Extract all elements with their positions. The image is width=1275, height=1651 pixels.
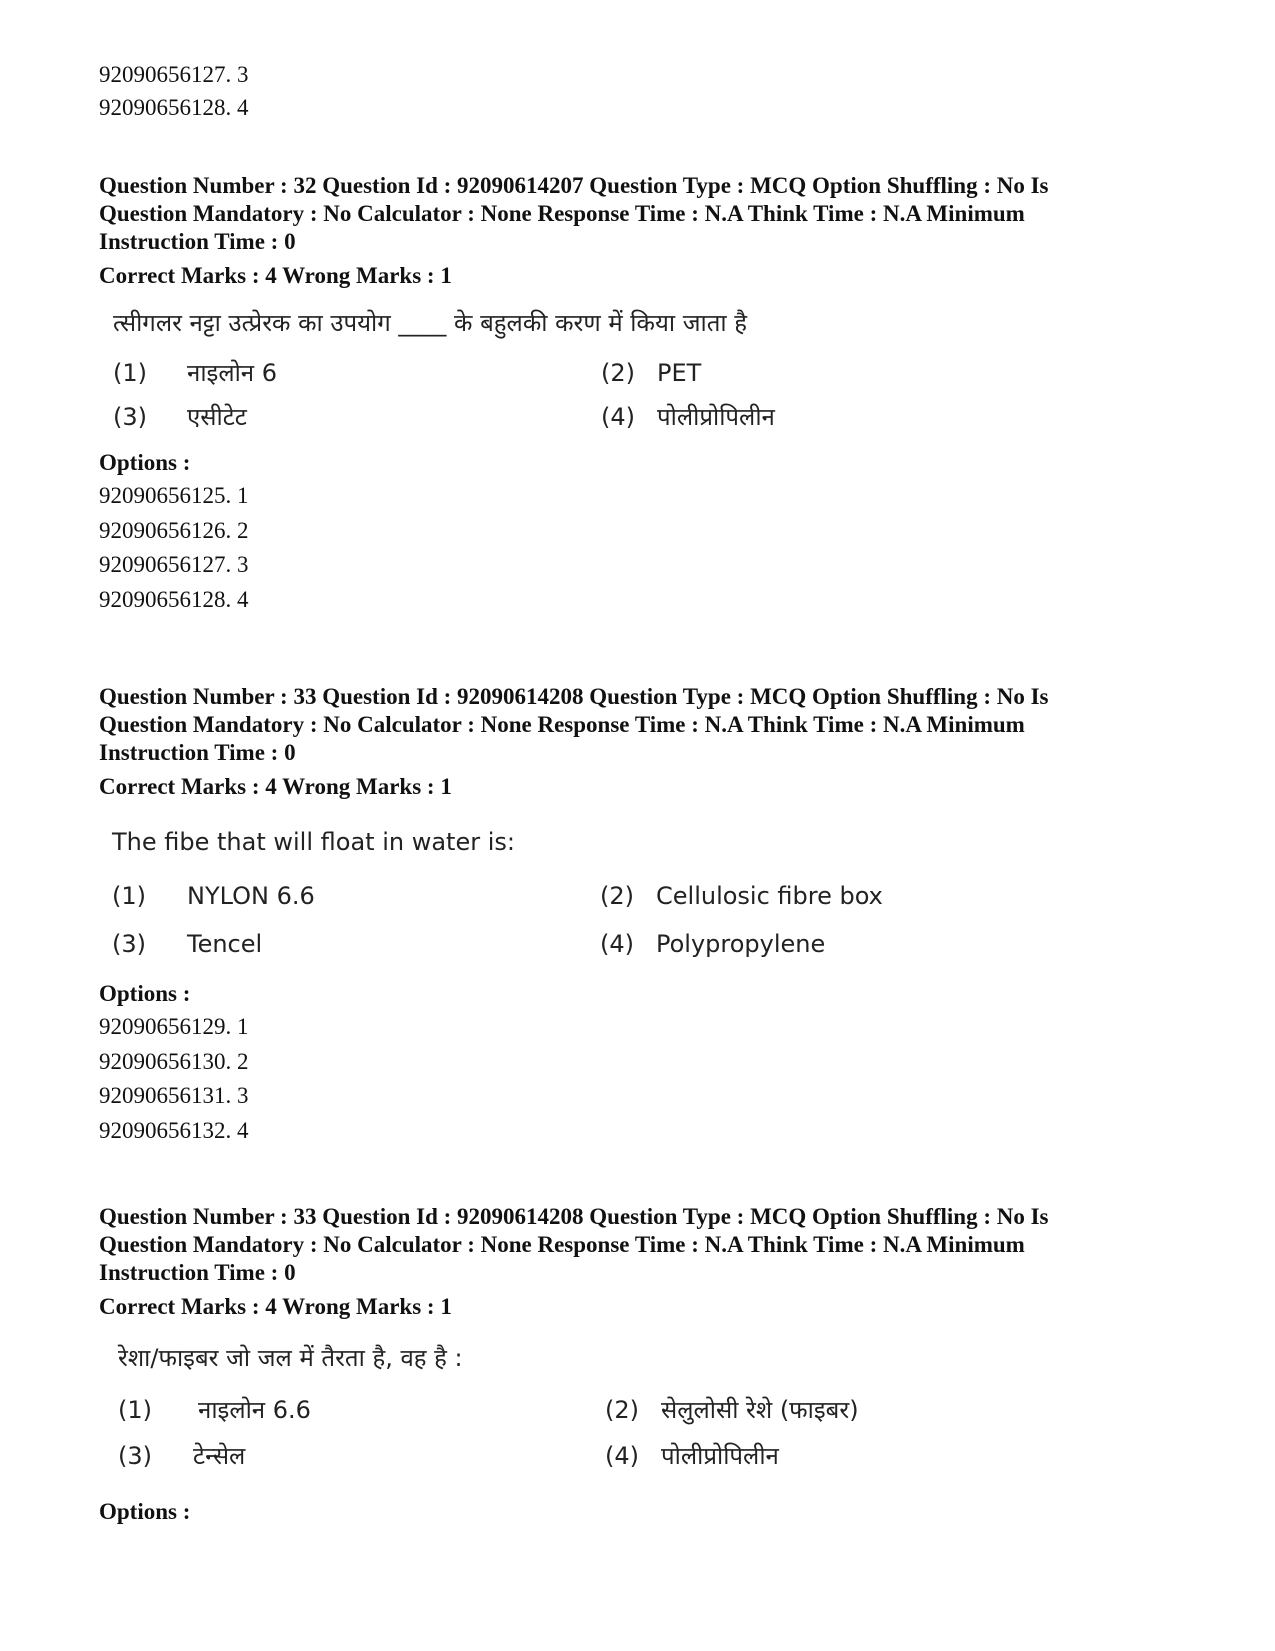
option-line: 92090656126. 2 — [99, 517, 249, 543]
choice-grid — [112, 879, 1199, 961]
option-line: 92090656127. 3 — [99, 62, 249, 87]
question-content — [113, 306, 1199, 434]
question-33-en-block — [99, 683, 1199, 1148]
option-line: 92090656130. 2 — [99, 1048, 249, 1074]
question-content — [118, 1341, 1199, 1473]
choice-4: (4) Polypropylene — [600, 930, 826, 958]
choice-2: (2) Cellulosic fibre box — [600, 882, 883, 910]
question-stem: The fibe that will float in water is: — [112, 828, 515, 856]
choice-4: (4) पोलीप्रोपिलीन — [601, 403, 775, 431]
question-header: Question Number : 33 Question Id : 92090614208 Question Type : MCQ Option Shuffling : No Is Question Mandatory : No Calculator : None Response Time : N.A Think Time : N.A Minimum Instruction Time : 0 — [99, 684, 1049, 765]
choice-3: (3) एसीटेट — [113, 403, 247, 431]
option-line: 92090656128. 4 — [99, 586, 249, 612]
options-list — [99, 1010, 1199, 1148]
option-line: 92090656131. 3 — [99, 1083, 249, 1108]
choice-grid — [113, 356, 1199, 434]
option-line: 92090656129. 1 — [99, 1014, 249, 1039]
choice-4: (4) पोलीप्रोपिलीन — [605, 1442, 779, 1470]
question-content — [112, 825, 1199, 961]
option-line: 92090656128. 4 — [99, 95, 249, 120]
choice-2: (2) PET — [601, 359, 702, 387]
choice-grid — [118, 1393, 1199, 1473]
question-32-block — [99, 172, 1199, 617]
choice-3: (3) टेन्सेल — [118, 1442, 246, 1470]
marks-line: Correct Marks : 4 Wrong Marks : 1 — [99, 774, 452, 799]
question-stem: रेशा/फाइबर जो जल में तैरता है, वह है : — [118, 1344, 463, 1372]
options-label: Options : — [99, 1499, 191, 1524]
option-line: 92090656132. 4 — [99, 1117, 249, 1143]
question-stem: त्सीगलर नट्टा उत्प्रेरक का उपयोग ____ के बहुलकी करण में किया जाता है — [113, 309, 748, 337]
question-33-hi-block — [99, 1203, 1199, 1528]
marks-line: Correct Marks : 4 Wrong Marks : 1 — [99, 263, 452, 288]
options-list — [99, 479, 1199, 617]
choice-1: (1) NYLON 6.6 — [112, 882, 315, 910]
choice-3: (3) Tencel — [112, 930, 263, 958]
question-header: Question Number : 32 Question Id : 92090614207 Question Type : MCQ Option Shuffling : No Is Question Mandatory : No Calculator : None Response Time : N.A Think Time : N.A Minimum Instruction Time : 0 — [99, 173, 1049, 254]
options-label: Options : — [99, 450, 191, 475]
choice-1: (1) नाइलोन 6.6 — [118, 1396, 311, 1424]
option-line: 92090656127. 3 — [99, 552, 249, 577]
question-header: Question Number : 33 Question Id : 92090614208 Question Type : MCQ Option Shuffling : No Is Question Mandatory : No Calculator : None Response Time : N.A Think Time : N.A Minimum Instruction Time : 0 — [99, 1204, 1049, 1285]
choice-1: (1) नाइलोन 6 — [113, 359, 278, 387]
marks-line: Correct Marks : 4 Wrong Marks : 1 — [99, 1294, 452, 1319]
leading-options — [99, 58, 249, 124]
option-line: 92090656125. 1 — [99, 483, 249, 508]
choice-2: (2) सेलुलोसी रेशे (फाइबर) — [605, 1396, 859, 1424]
options-label: Options : — [99, 981, 191, 1006]
